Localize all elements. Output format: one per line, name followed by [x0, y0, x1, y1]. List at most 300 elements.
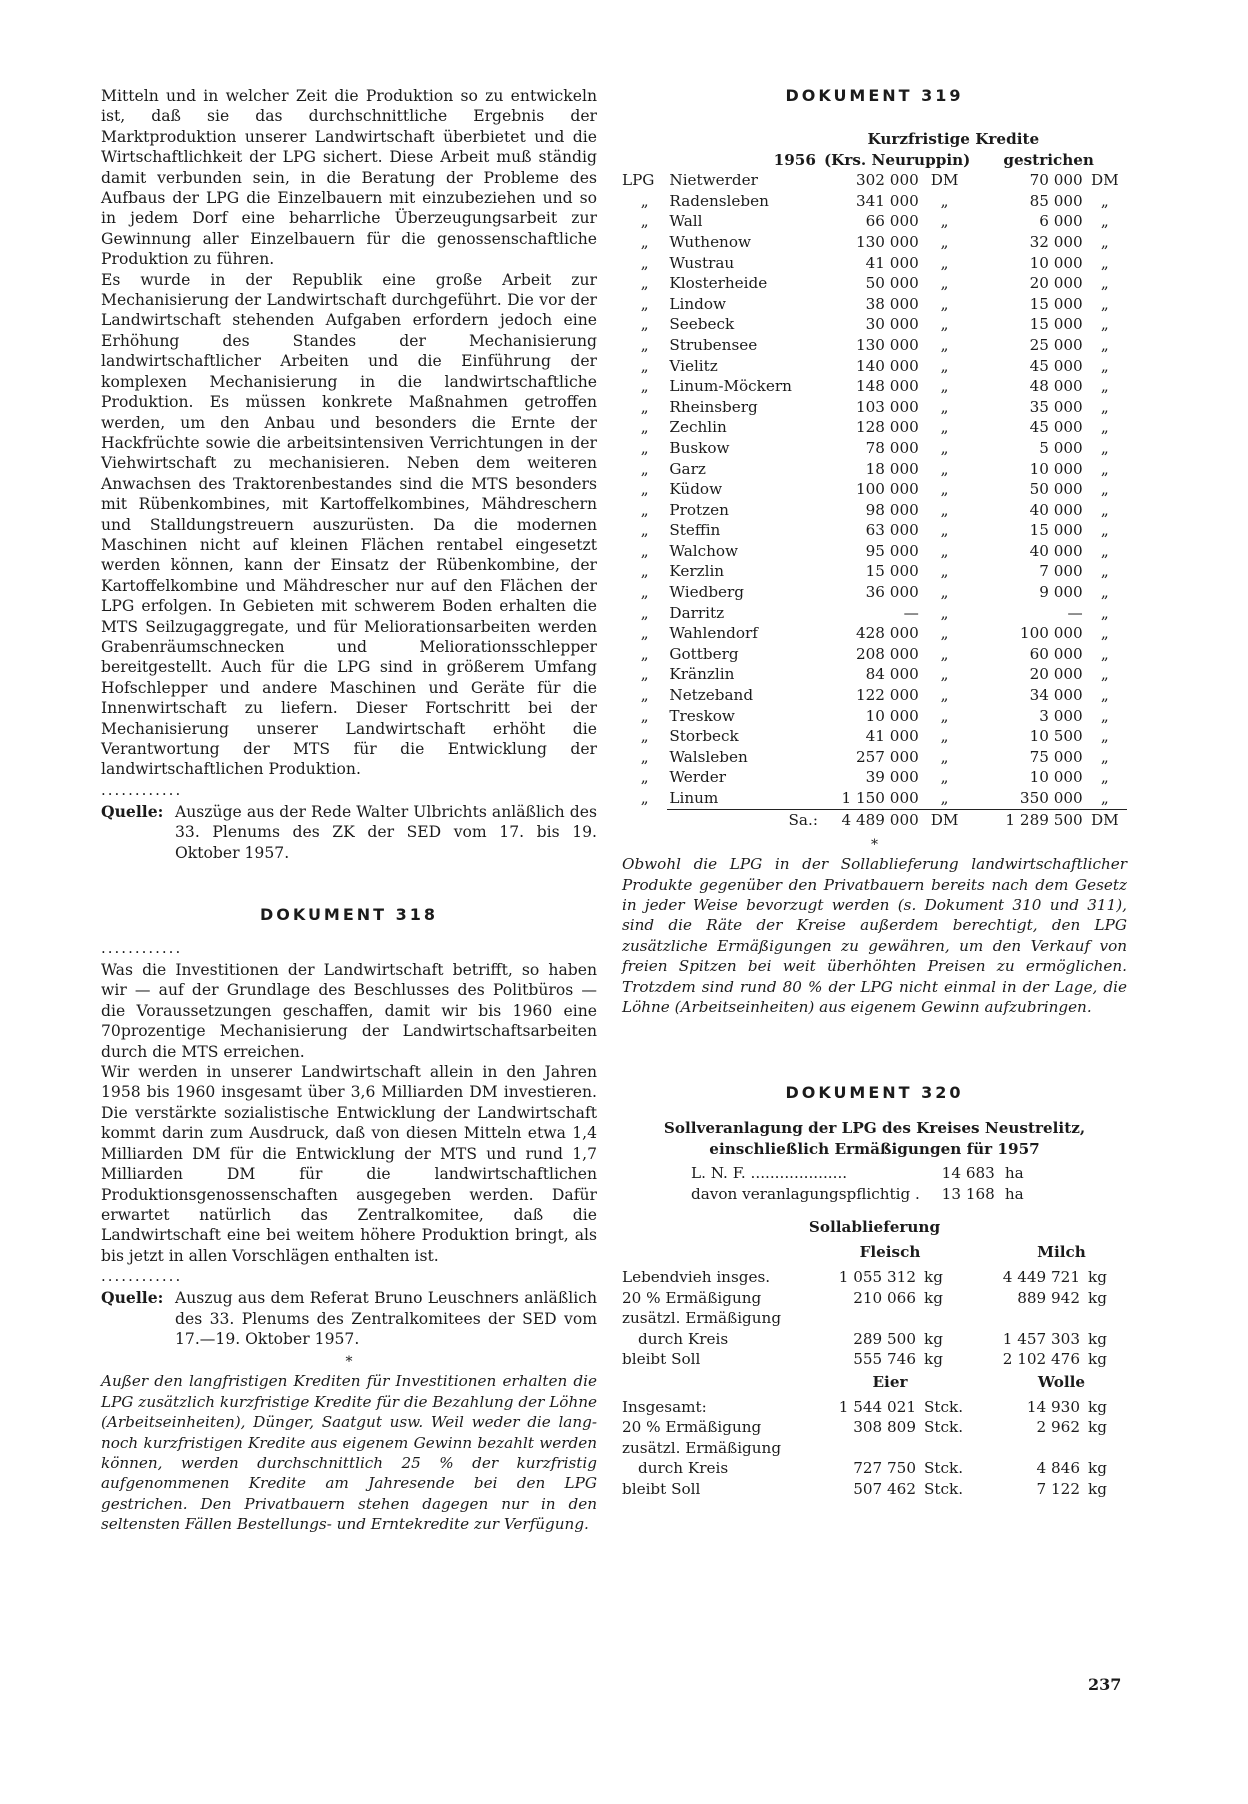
table-row: [622, 706, 1127, 727]
table-row: [622, 1397, 1127, 1418]
credit-value: 98 000: [865, 500, 919, 519]
row-prefix: LPG: [622, 171, 655, 190]
credit-unit: „: [940, 212, 949, 231]
cut-value: 35 000: [1029, 397, 1083, 416]
value-1: 727 750: [853, 1459, 916, 1478]
cut-value: 6 000: [1039, 212, 1083, 231]
lpg-name: Walchow: [669, 541, 739, 560]
wolle-header: Wolle: [1037, 1373, 1086, 1391]
credit-unit: „: [940, 747, 949, 766]
source-text: Auszüge aus der Rede Walter Ulbrichts anläßlich des 33. Plenums des ZK der SED vom 17. bis 19. Oktober 1957.: [175, 802, 597, 862]
credit-value: 148 000: [855, 377, 919, 396]
cut-unit: „: [1100, 521, 1109, 540]
table-row: [622, 603, 1127, 624]
credit-value: 95 000: [865, 541, 919, 560]
row-label: durch Kreis: [638, 1459, 729, 1478]
credits-header-line1: Kurzfristige Kredite: [867, 130, 1040, 148]
table-row: [622, 356, 1127, 377]
cut-value: 350 000: [1019, 789, 1083, 807]
credit-value: 63 000: [865, 521, 919, 540]
row-prefix: „: [640, 521, 649, 540]
row-prefix: „: [640, 191, 649, 210]
table-row: [622, 335, 1127, 356]
table-row: [622, 520, 1127, 541]
cut-value: 45 000: [1029, 356, 1083, 375]
credit-value: 103 000: [855, 397, 919, 416]
row-prefix: „: [640, 480, 649, 499]
cut-unit: „: [1100, 583, 1109, 602]
table-row: [622, 1417, 1127, 1438]
table-row: [622, 1267, 1127, 1288]
lpg-name: Darritz: [669, 603, 725, 622]
credit-unit: „: [940, 480, 949, 499]
credit-value: 36 000: [865, 583, 919, 602]
credit-value: —: [903, 603, 919, 622]
cut-value: 15 000: [1029, 521, 1083, 540]
cut-value: 60 000: [1029, 644, 1083, 663]
lpg-name: Walsleben: [669, 747, 748, 766]
cut-unit: „: [1100, 315, 1109, 334]
unit-1: kg: [924, 1268, 943, 1287]
cut-value: 10 000: [1029, 253, 1083, 272]
credit-unit: „: [940, 294, 949, 313]
credit-unit: „: [940, 315, 949, 334]
table-row: [622, 314, 1127, 335]
cut-unit: „: [1100, 232, 1109, 251]
credit-unit: „: [940, 768, 949, 787]
credit-value: 66 000: [865, 212, 919, 231]
unit-1: [916, 1438, 966, 1459]
row-prefix: „: [640, 459, 649, 478]
unit-2: [1080, 1438, 1127, 1459]
table-row: [622, 1458, 1127, 1479]
lpg-name: Storbeck: [669, 727, 739, 746]
value-2: 2 102 476: [1002, 1350, 1080, 1369]
table-row: [622, 1288, 1127, 1309]
cut-unit: DM: [1090, 171, 1119, 190]
table-row: [622, 788, 1127, 809]
lpg-name: Linum: [669, 789, 719, 807]
document-320-title: [622, 1118, 1127, 1159]
table-row: [622, 541, 1127, 562]
value-2: 889 942: [1017, 1288, 1080, 1307]
value-1: 289 500: [853, 1329, 916, 1348]
row-label: 20 % Ermäßigung: [622, 1418, 762, 1437]
unit-1: kg: [924, 1288, 943, 1307]
row-prefix: „: [640, 232, 649, 251]
row-label: bleibt Soll: [622, 1479, 701, 1498]
document-318-heading: DOKUMENT 318: [259, 905, 439, 925]
row-prefix: „: [640, 397, 649, 416]
cut-value: 40 000: [1029, 541, 1083, 560]
value-2: 4 449 721: [1002, 1268, 1080, 1287]
table-row: [622, 294, 1127, 315]
credit-unit: „: [940, 274, 949, 293]
document-319-heading: DOKUMENT 319: [785, 86, 964, 105]
row-label: zusätzl. Ermäßigung: [622, 1438, 782, 1457]
credit-unit: „: [940, 624, 949, 643]
lpg-name: Vielitz: [669, 356, 718, 375]
value-2: 1 457 303: [1002, 1329, 1080, 1348]
cut-value: 15 000: [1029, 315, 1083, 334]
row-prefix: „: [640, 686, 649, 705]
source-label: Quelle:: [101, 801, 164, 821]
row-prefix: „: [640, 747, 649, 766]
row-prefix: „: [640, 294, 649, 313]
row-prefix: „: [640, 356, 649, 375]
table-row: [622, 1349, 1127, 1370]
row-prefix: „: [640, 644, 649, 663]
value-1: 210 066: [853, 1288, 916, 1307]
value-1: 555 746: [853, 1350, 916, 1369]
value-2: [966, 1308, 1080, 1329]
credit-value: 84 000: [865, 665, 919, 684]
credit-value: 41 000: [865, 727, 919, 746]
table-row: [622, 726, 1127, 747]
lpg-name: Wustrau: [669, 253, 735, 272]
table-row: [622, 767, 1127, 788]
unit-2: kg: [1088, 1397, 1107, 1416]
row-prefix: „: [640, 253, 649, 272]
credits-table: [622, 129, 1127, 830]
left-column: [101, 86, 597, 1535]
row-prefix: „: [640, 335, 649, 354]
cut-unit: „: [1100, 727, 1109, 746]
lpg-name: Klosterheide: [669, 274, 768, 293]
credit-unit: „: [940, 397, 949, 416]
table-row: [622, 459, 1127, 480]
title-line: einschließlich Ermäßigungen für 1957: [709, 1139, 1040, 1158]
value-1: [814, 1438, 916, 1459]
cut-value: 50 000: [1029, 480, 1083, 499]
cut-value: 45 000: [1029, 418, 1083, 437]
table-row: [622, 644, 1127, 665]
value-2: [966, 1438, 1080, 1459]
table-row: [622, 191, 1127, 212]
credit-unit: „: [940, 232, 949, 251]
credit-value: 140 000: [855, 356, 919, 375]
value-1: 507 462: [853, 1479, 916, 1498]
lpg-name: Steffin: [669, 521, 721, 540]
row-label: bleibt Soll: [622, 1350, 701, 1369]
cut-value: 5 000: [1039, 438, 1083, 457]
asterisk-separator: *: [871, 837, 878, 854]
credit-unit: „: [940, 665, 949, 684]
credit-value: 302 000: [855, 171, 919, 190]
eier-header: Eier: [872, 1373, 908, 1391]
row-prefix: „: [640, 789, 649, 808]
credit-unit: „: [940, 377, 949, 396]
credit-value: 257 000: [855, 747, 919, 766]
title-line: Sollveranlagung der LPG des Kreises Neustrelitz,: [663, 1119, 1086, 1138]
unit-1: kg: [924, 1329, 943, 1348]
cut-unit: „: [1100, 706, 1109, 725]
cut-value: 100 000: [1019, 624, 1083, 643]
lpg-name: Protzen: [669, 500, 729, 519]
unit-1: Stck.: [924, 1397, 964, 1416]
cut-unit: „: [1100, 603, 1109, 622]
row-prefix: „: [640, 418, 649, 437]
row-prefix: „: [640, 624, 649, 643]
editorial-note: Obwohl die LPG in der Sollablieferung landwirtschaftlicher Produkte gegenüber den Privatbauern bereits nach dem Gesetz in jeder Weise bevorzugt werden (s. Dokument 310 und 311), sind die Räte der Kreise außerdem berechtigt, den LPG zusätzliche Ermäßigungen zu gewähren, um den Verkauf von freien Spitzen bei weit überhöhten Preisen zu ermöglichen. Trotzdem sind rund 80 % der LPG nicht einmal in der Lage, die Löhne (Arbeitseinheiten) aus eigenem Gewinn aufzubringen.: [622, 855, 1127, 1017]
editorial-note: Außer den langfristigen Krediten für Investitionen erhalten die LPG zusätzlich kurzfristige Kredite für die Bezahlung der Löhne (Arbeitseinheiten), Dünger, Saatgut usw. Weil weder die lang- noch kurzfristigen Kredite aus eigenem Gewinn bezahlt werden können, werden durchschnittlich 25 % der kurzfristig aufgenommenen Kredite am Jahresende bei den LPG gestrichen. Den Privatbauern stehen dagegen nur in den seltensten Fällen Bestellungs- und Erntekredite zur Verfügung.: [101, 1372, 597, 1534]
row-prefix: „: [640, 274, 649, 293]
credit-value: 78 000: [865, 438, 919, 457]
cut-unit: „: [1100, 377, 1109, 396]
credits-total-cut-unit: DM: [1083, 809, 1127, 830]
lpg-name: Gottberg: [669, 644, 739, 663]
cut-unit: „: [1100, 191, 1109, 210]
table-row: [622, 417, 1127, 438]
row-prefix: „: [640, 438, 649, 457]
lpg-name: Netzeband: [669, 686, 754, 705]
row-prefix: „: [640, 500, 649, 519]
table-row: [622, 1479, 1127, 1500]
cut-value: 9 000: [1039, 583, 1083, 602]
credit-value: 341 000: [855, 191, 919, 210]
credit-unit: „: [940, 562, 949, 581]
unit-1: Stck.: [924, 1459, 964, 1478]
credit-value: 130 000: [855, 335, 919, 354]
credit-unit: DM: [930, 171, 959, 190]
table-row: [622, 1308, 1127, 1329]
credit-value: 130 000: [855, 232, 919, 251]
unit-1: Stck.: [924, 1479, 964, 1498]
cut-unit: „: [1100, 644, 1109, 663]
cut-unit: „: [1100, 480, 1109, 499]
lpg-name: Wuthenow: [669, 232, 751, 251]
source-note: [101, 802, 597, 863]
credit-unit: „: [940, 438, 949, 457]
credit-unit: „: [940, 459, 949, 478]
delivery-table-meat-milk: [622, 1242, 1127, 1370]
row-prefix: „: [640, 768, 649, 787]
paragraph: Mitteln und in welcher Zeit die Produktion so zu entwickeln ist, daß sie das durchschnittliche Ergebnis der Marktproduktion unserer Landwirtschaft überbietet und die Wirtschaftlichkeit der LPG sichert. Diese Arbeit muß ständig damit verbunden sein, in die Beratung der Probleme des Aufbaus der LPG die Einzelbauern mit einzubeziehen und so in jedem Dorf eine beharrliche Überzeugungsarbeit zur Gewinnung aller Einzelbauern für die genossenschaftliche Produktion zu führen.: [101, 87, 597, 269]
table-row: [622, 582, 1127, 603]
lpg-name: Rheinsberg: [669, 397, 758, 416]
lpg-name: Buskow: [669, 438, 730, 457]
cut-unit: „: [1100, 212, 1109, 231]
value-2: 4 846: [1036, 1459, 1080, 1478]
table-row: [622, 623, 1127, 644]
row-prefix: „: [640, 665, 649, 684]
cut-value: 25 000: [1029, 335, 1083, 354]
credit-unit: „: [940, 500, 949, 519]
table-row: [622, 232, 1127, 253]
table-row: [622, 170, 1127, 191]
row-label: durch Kreis: [638, 1329, 729, 1348]
credit-value: 30 000: [865, 315, 919, 334]
cut-unit: „: [1100, 418, 1109, 437]
credit-unit: „: [940, 706, 949, 725]
credit-value: 122 000: [855, 686, 919, 705]
credit-value: 1 150 000: [841, 789, 919, 807]
lpg-name: Kerzlin: [669, 562, 725, 581]
table-row: [622, 376, 1127, 397]
row-prefix: „: [640, 583, 649, 602]
value-2: 14 930: [1026, 1397, 1080, 1416]
ellipsis-separator: ............: [101, 939, 183, 958]
credit-unit: „: [940, 686, 949, 705]
row-prefix: „: [640, 603, 649, 622]
row-label: 20 % Ermäßigung: [622, 1288, 762, 1307]
cut-unit: „: [1100, 562, 1109, 581]
lpg-name: Nietwerder: [669, 171, 758, 190]
lpg-name: Lindow: [669, 294, 726, 313]
table-row: [622, 1329, 1127, 1350]
lpg-name: Küdow: [669, 480, 723, 499]
ellipsis-separator: ............: [101, 1267, 183, 1286]
row-prefix: „: [640, 541, 649, 560]
table-row: [622, 397, 1127, 418]
credit-unit: „: [940, 603, 949, 622]
cut-value: 48 000: [1029, 377, 1083, 396]
unit-1: kg: [924, 1350, 943, 1369]
row-prefix: „: [640, 377, 649, 396]
credit-value: 38 000: [865, 294, 919, 313]
table-row: [622, 1438, 1127, 1459]
credit-unit: „: [940, 644, 949, 663]
cut-value: 32 000: [1029, 232, 1083, 251]
credit-unit: „: [940, 356, 949, 375]
credit-unit: „: [940, 335, 949, 354]
lnf-row-label: L. N. F. ....................: [691, 1164, 848, 1183]
unit-1: Stck.: [924, 1418, 964, 1437]
cut-unit: „: [1100, 274, 1109, 293]
credits-total-cut: 1 289 500: [970, 809, 1082, 830]
credit-value: 39 000: [865, 768, 919, 787]
lnf-unit: ha: [1004, 1164, 1024, 1183]
right-column: [622, 86, 1127, 1500]
value-1: 1 544 021: [838, 1397, 916, 1416]
cut-unit: „: [1100, 253, 1109, 272]
davon-unit: ha: [1004, 1184, 1024, 1203]
cut-value: 10 000: [1029, 459, 1083, 478]
source-label: Quelle:: [101, 1288, 164, 1308]
credit-unit: „: [940, 541, 949, 560]
cut-value: 7 000: [1039, 562, 1083, 581]
unit-2: kg: [1088, 1288, 1107, 1307]
credit-value: 10 000: [865, 706, 919, 725]
table-row: [622, 664, 1127, 685]
credit-unit: „: [940, 583, 949, 602]
table-row: [622, 561, 1127, 582]
cut-value: 15 000: [1029, 294, 1083, 313]
table-row: [622, 500, 1127, 521]
table-row: [622, 211, 1127, 232]
cut-value: 75 000: [1029, 747, 1083, 766]
paragraph: Es wurde in der Republik eine große Arbeit zur Mechanisierung der Landwirtschaft durchgeführt. Die vor der Landwirtschaft stehenden Aufgaben erfordern jedoch eine Erhöhung des Standes der Mechanisierung landwirtschaftlicher Arbeiten und die Einführung der komplexen Mechanisierung in die landwirtschaftliche Produktion. Es müssen konkrete Maßnahmen getroffen werden, um den Anbau und besonders die Ernte der Hackfrüchte sowie die arbeitsintensiven Verrichtungen in der Viehwirtschaft zu mechanisieren. Neben dem weiteren Anwachsen des Traktorenbestandes sind die MTS besonders mit Rübenkombines, mit Kartoffelkombines, Mähdreschern und Stalldungstreuern auszurüsten. Da die modernen Maschinen nicht auf kleinen Flächen rentabel eingesetzt werden können, kann der Einsatz der Rübenkombine, der Kartoffelkombine und Mähdrescher nur auf den Flächen der LPG erfolgen. In Gebieten mit schwerem Boden erhalten die MTS Seilzugaggregate, und für Meliorationsarbeiten werden Grabenräumschnecken und Meliorationsschlepper bereitgestellt. Auch für die LPG sind in größerem Umfang Hofschlepper und andere Maschinen und Geräte für die Innenwirtschaft zu liefern. Dieser Fortschritt bei der Mechanisierung unserer Landwirtschaft erhöht die Verantwortung der MTS für die Entwicklung der landwirtschaftlichen Produktion.: [101, 270, 597, 779]
lnf-value: 14 683: [941, 1164, 995, 1183]
cut-unit: „: [1100, 789, 1109, 807]
credit-unit: „: [940, 253, 949, 272]
paragraph: Wir werden in unserer Landwirtschaft allein in den Jahren 1958 bis 1960 insgesamt über 3,6 Milliarden DM investieren. Die verstärkte sozialistische Entwicklung der Landwirtschaft kommt darin zum Ausdruck, daß von diesen Mitteln etwa 1,4 Milliarden DM für die Entwicklung der MTS und rund 1,7 Milliarden DM für die landwirtschaftlichen Produktionsgenossenschaften ausgegeben werden. Dafür erwartet natürlich das Zentralkomitee, daß die Landwirtschaft eine bei weitem höhere Produktion bringt, als bis jetzt in allen Vorschlägen enthalten ist.: [101, 1063, 597, 1265]
lpg-name: Seebeck: [669, 315, 735, 334]
unit-2: kg: [1088, 1350, 1107, 1369]
milch-header: Milch: [1037, 1243, 1086, 1262]
lpg-name: Strubensee: [669, 335, 758, 354]
cut-unit: „: [1100, 665, 1109, 684]
cut-unit: „: [1100, 624, 1109, 643]
paragraph: Was die Investitionen der Landwirtschaft betrifft, so haben wir — auf der Grundlage des Beschlusses des Politbüros — die Voraussetzungen geschaffen, damit wir bis 1960 eine 70prozentige Mechanisierung der Landwirtschaftsarbeiten durch die MTS erreichen.: [101, 961, 597, 1061]
credit-value: 128 000: [855, 418, 919, 437]
cut-value: 34 000: [1029, 686, 1083, 705]
row-label: Insgesamt:: [622, 1397, 707, 1416]
delivery-table-eggs-wool: [622, 1372, 1127, 1500]
credit-value: 50 000: [865, 274, 919, 293]
row-prefix: „: [640, 315, 649, 334]
cut-value: 10 500: [1029, 727, 1083, 746]
cut-value: 70 000: [1029, 171, 1083, 190]
unit-2: kg: [1088, 1418, 1107, 1437]
cut-value: 85 000: [1029, 191, 1083, 210]
cut-unit: „: [1100, 294, 1109, 313]
asterisk-separator: *: [345, 1354, 353, 1371]
value-2: 2 962: [1036, 1418, 1080, 1437]
unit-1: [916, 1308, 966, 1329]
credit-unit: „: [940, 521, 949, 540]
sollablieferung-heading: Sollablieferung: [808, 1218, 941, 1237]
credits-header-year: 1956: [773, 150, 816, 169]
lpg-name: Wiedberg: [669, 583, 745, 602]
value-2: 7 122: [1036, 1479, 1080, 1498]
credit-value: 41 000: [865, 253, 919, 272]
value-1: 308 809: [853, 1418, 916, 1437]
credit-unit: „: [940, 191, 949, 210]
credit-unit: „: [940, 418, 949, 437]
cut-unit: „: [1100, 686, 1109, 705]
cut-value: —: [1067, 603, 1083, 622]
cut-unit: „: [1100, 500, 1109, 519]
area-table: [691, 1163, 1024, 1204]
value-1: [814, 1308, 916, 1329]
credit-value: 18 000: [865, 459, 919, 478]
row-prefix: „: [640, 562, 649, 581]
credit-value: 15 000: [865, 562, 919, 581]
davon-value: 13 168: [941, 1184, 995, 1203]
table-row: [622, 273, 1127, 294]
row-prefix: „: [640, 212, 649, 231]
davon-label: davon veranlagungspflichtig .: [691, 1184, 920, 1203]
lpg-name: Werder: [669, 768, 726, 787]
table-row: [622, 479, 1127, 500]
cut-unit: „: [1100, 459, 1109, 478]
cut-value: 10 000: [1029, 768, 1083, 787]
value-1: 1 055 312: [838, 1268, 916, 1287]
credit-value: 428 000: [855, 624, 919, 643]
cut-unit: „: [1100, 356, 1109, 375]
table-row: [622, 747, 1127, 768]
credit-unit: „: [940, 727, 949, 746]
document-320-heading: DOKUMENT 320: [785, 1083, 964, 1103]
row-prefix: „: [640, 727, 649, 746]
cut-value: 20 000: [1029, 274, 1083, 293]
lpg-name: Linum-Möckern: [669, 377, 792, 396]
credit-value: 208 000: [855, 644, 919, 663]
lpg-name: Wall: [669, 212, 703, 231]
credit-value: 100 000: [855, 480, 919, 499]
cut-value: 20 000: [1029, 665, 1083, 684]
table-row: [622, 685, 1127, 706]
lpg-name: Zechlin: [669, 418, 727, 437]
credits-header-cut: gestrichen: [1003, 150, 1094, 169]
cut-unit: „: [1100, 747, 1109, 766]
cut-unit: „: [1100, 768, 1109, 787]
lpg-name: Wahlendorf: [669, 624, 758, 643]
unit-2: kg: [1088, 1459, 1107, 1478]
unit-2: kg: [1088, 1329, 1107, 1348]
cut-unit: „: [1100, 397, 1109, 416]
